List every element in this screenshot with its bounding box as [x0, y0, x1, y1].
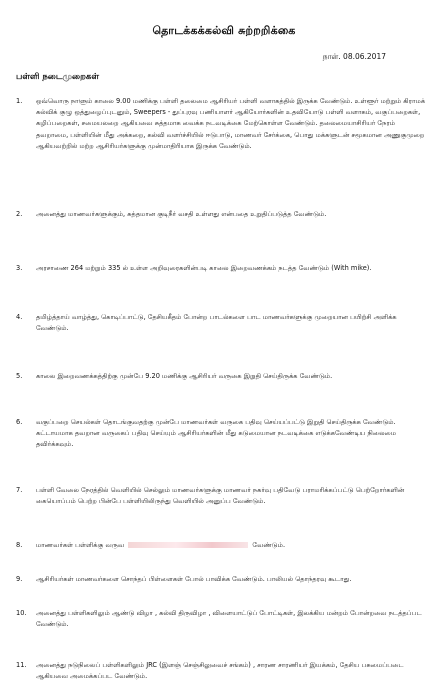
item-number: 1. [16, 97, 23, 105]
item-text: தமிழ்த்தாய் வாழ்த்து, கொடிப்பாட்டு, தேசியகீதம் போன்ற பாடல்களை பாட மாணவர்களுக்கு முறையான பயிற்சி அளிக்க வேண்டும். [36, 313, 397, 333]
item-text: அனைத்து மாணவர்களுக்கும், சுத்தமான குடிநீர் வசதி உள்ளது என்பதை உறுதிப்படுத்த வேண்டும். [36, 210, 327, 218]
list-item [16, 608, 426, 630]
item-text: அனைத்து நடுநிலைப் பள்ளிகளிலும் JRC (இளஞ் செஞ்சிலுவைச் சங்கம்) , சாரண சாரணியர் இயக்கம், தேசிய பசுமைப்படை ஆகியவை அமைக்கப்பட வேண்டும். [36, 661, 404, 681]
item-number: 9. [16, 575, 23, 583]
item-text: அரசாணை 264 மற்றும் 335 ல் உள்ள அறிவுரைகளின்படி காலை இறைவணக்கம் நடத்த வேண்டும் (With mike). [36, 264, 372, 272]
item-number: 7. [16, 486, 23, 494]
item-number: 4. [16, 313, 23, 321]
item-text: காலை இறைவணக்கத்திற்கு முன்பே 9.20 மணிக்கு ஆசிரியர் வருகை இறுதி செய்திருக்க வேண்டும். [36, 372, 333, 380]
list-item [16, 660, 426, 682]
item-number: 10. [16, 609, 27, 617]
item-number: 6. [16, 418, 23, 426]
item-number: 8. [16, 541, 23, 549]
document-date: நாள். 08.06.2017 [322, 52, 386, 61]
list-item [16, 540, 426, 551]
smudged-text-region [128, 542, 248, 548]
item-text: ஆசிரியர்கள் மாணவர்களை சொந்தப் பிள்ளைகள் போல் பாவிக்க வேண்டும். பாலியல் தொந்தரவு கூடாது. [36, 575, 352, 583]
item-text-start: மாணவர்கள் பள்ளிக்கு வருவ [36, 541, 125, 549]
item-text: பள்ளி வேலை நேரத்தில் வெளியில் செல்லும் மாணவர்களுக்கு மாணவர் நகர்வு பதிவேடு பராமரிக்கப்பட்டு பெற்றோர்களின் கையொப்பம் பெற்ற பின்பே பள்ளியிலிருந்து வெளியில் அனுப்ப வேண்டும். [36, 486, 405, 506]
item-text: வகுப்பறை செயல்கள் தொடங்குவதற்கு முன்பே மாணவர்கள் வருகை பதிவு செய்யப்பட்டு இறுதி செய்திருக்க வேண்டும். கட்டாயமாக தவறான வருகைப் பதிவு செய்யும் ஆசிரியர்களின் மீது கடுமையான நடவடிக்கை எடுக்கவேண்டிய நிலைமை தவிர்க்கவும். [36, 418, 397, 449]
list-item [16, 209, 426, 220]
list-item [16, 371, 426, 382]
document-title: தொடக்கக்கல்வி சுற்றறிக்கை [152, 24, 296, 37]
item-number: 3. [16, 264, 23, 272]
item-number: 5. [16, 372, 23, 380]
list-item [16, 312, 426, 334]
list-item [16, 417, 426, 451]
section-heading: பள்ளி நடைமுறைகள் [16, 72, 99, 82]
list-item [16, 574, 426, 585]
list-item [16, 485, 426, 507]
item-text: அனைத்து பள்ளிகளிலும் ஆண்டு விழா , கல்வி திருவிழா , விளையாட்டுப் போட்டிகள், இலக்கிய மன்றம் போன்றவை நடத்தப்பட வேண்டும். [36, 609, 422, 629]
item-number: 2. [16, 210, 23, 218]
item-text: ஒவ்வொரு நாளும் காலை 9.00 மணிக்கு பள்ளி தலைமை ஆசிரியர் பள்ளி வளாகத்தில் இருக்க வேண்டும். உள்ளூர் மற்றும் கிராமக் கல்விக் குழு ஒத்துழைப்புடனும், Sweepers - துப்புரவு பணியாளர் ஆகியோர்களின் உதவியோடு பள்ளி வளாகம், வகுப்பறைகள், கழிப்பறைகள், சமையலறை ஆகியவை சுத்தமாக வைக்க நடவடிக்கை மேற்கொள்ள வேண்டும். தலைமையாசிரியர் நேரம் தவறாமை, பள்ளியின் மீது அக்கறை, கல்வி வளர்ச்சியில் ஈடுபாடு, மாணவர் சேர்க்கை, பொது மக்களுடன் சமூகமான அணுகுமுறை ஆகியவற்றில் மற்ற ஆசிரியர்களுக்கு முன்மாதிரியாக இருக்க வேண்டும். [36, 97, 426, 150]
item-number: 11. [16, 661, 27, 669]
list-item [16, 96, 426, 152]
item-text-end: வேண்டும். [252, 541, 286, 549]
list-item [16, 263, 426, 274]
